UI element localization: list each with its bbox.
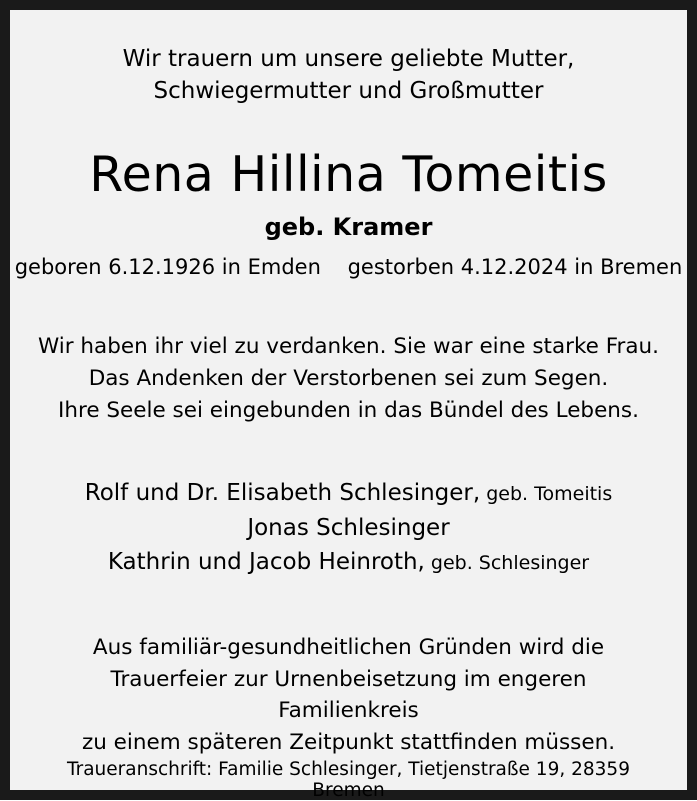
tribute-line-1: Wir haben ihr viel zu verdanken. Sie war eine starke Frau. [37, 333, 660, 359]
tribute-line-3: Ihre Seele sei eingebunden in das Bündel des Lebens. [58, 397, 639, 423]
family-member-1-name: Rolf und Dr. Elisabeth Schlesinger, [84, 480, 481, 507]
intro-line-1: Wir trauern um unsere geliebte Mutter, [122, 46, 575, 72]
obituary-inner [10, 10, 687, 801]
ceremony-line-1: Aus familiär-gesundheitlichen Gründen wird die [92, 634, 605, 660]
intro-line-2: Schwiegermutter und Großmutter [153, 77, 544, 104]
family-member-2-name: Jonas Schlesinger [247, 514, 450, 541]
family-member-1-suffix: geb. Tomeitis [480, 483, 613, 506]
family-member-3-name: Kathrin und Jacob Heinroth, [107, 549, 425, 576]
tribute-line-2: Das Andenken der Verstorbenen sei zum Segen. [88, 365, 609, 391]
family-member-3-suffix: geb. Schlesinger [424, 552, 590, 575]
family-member-2 [85, 511, 612, 546]
ceremony-notice [39, 632, 659, 759]
mourning-address: Traueranschrift: Familie Schlesinger, Tietjenstraße 19, 28359 Bremen [67, 759, 630, 801]
tribute-text [38, 331, 659, 426]
family-list [85, 476, 612, 580]
maiden-name: geb. Kramer [264, 212, 433, 241]
family-member-3 [85, 545, 612, 580]
ceremony-line-3: zu einem späteren Zeitpunkt stattfinden müssen. [81, 730, 616, 756]
ceremony-line-2: Trauerfeier zur Urnenbeisetzung im engeren Familienkreis [110, 666, 587, 724]
deceased-name: Rena Hillina Tomeitis [89, 146, 608, 204]
intro-text [123, 44, 575, 107]
birth-death-dates: geboren 6.12.1926 in Emden gestorben 4.12.2024 in Bremen [14, 254, 683, 279]
family-member-1 [85, 476, 612, 511]
